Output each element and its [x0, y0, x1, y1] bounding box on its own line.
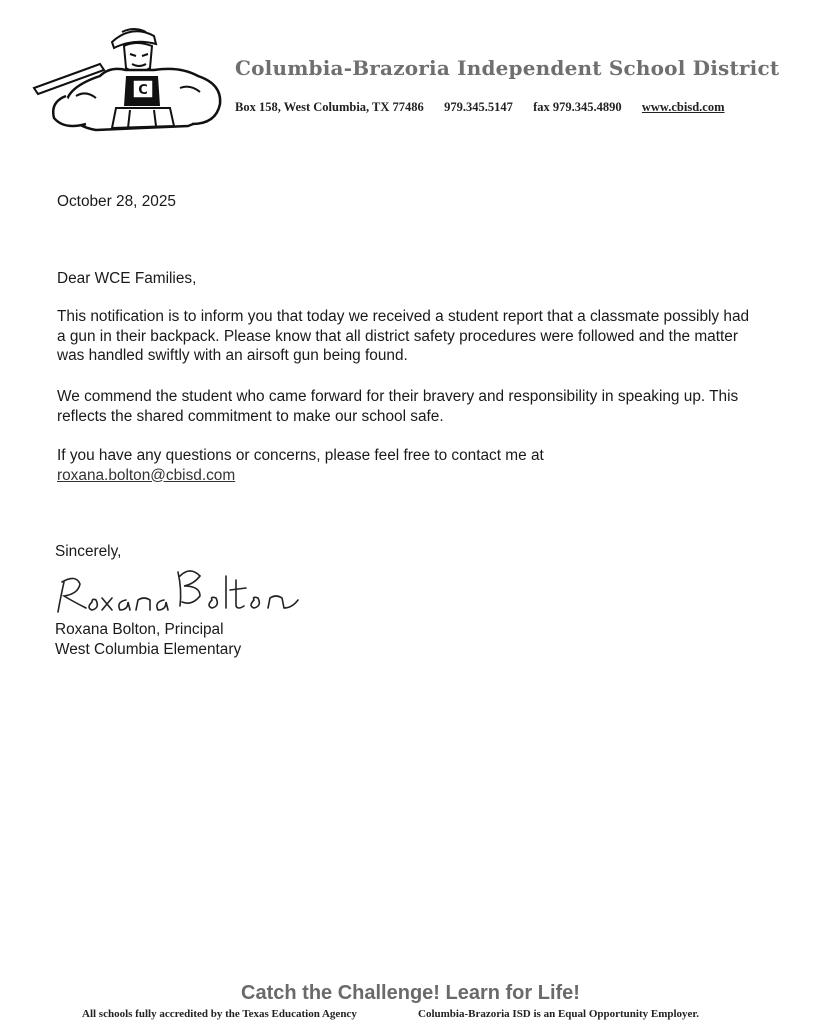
svg-text:C: C: [138, 83, 148, 98]
district-mascot-logo: [30, 26, 226, 132]
contact-sentence: If you have any questions or concerns, please feel free to contact me at: [57, 447, 544, 464]
letter-paragraph-3: [57, 446, 757, 485]
footer-equal-opportunity: Columbia-Brazoria ISD is an Equal Opportunity Employer.: [418, 1008, 700, 1020]
district-fax: fax 979.345.4890: [533, 100, 622, 114]
district-phone: 979.345.5147: [444, 100, 513, 114]
signer-name-title: Roxana Bolton, Principal: [55, 621, 224, 638]
letter-date: October 28, 2025: [57, 193, 176, 210]
district-name: Columbia-Brazoria Independent School District: [235, 56, 780, 80]
district-contact-line: [235, 100, 725, 115]
district-address: Box 158, West Columbia, TX 77486: [235, 100, 424, 114]
letter-paragraph-2: We commend the student who came forward for their bravery and responsibility in speaking up. This reflects the shared commitment to make our school safe.: [57, 388, 739, 425]
letter-closing: Sincerely,: [55, 543, 122, 560]
district-website-link[interactable]: www.cbisd.com: [641, 100, 725, 114]
footer-tagline: Catch the Challenge! Learn for Life!: [241, 982, 580, 1004]
letter-paragraph-1: This notification is to inform you that today we received a student report that a classmate possibly had a gun in their backpack. Please know that all district safety procedures were followed and the matter was handled swiftly with an airsoft gun being found.: [57, 308, 750, 365]
signer-school: West Columbia Elementary: [55, 641, 242, 658]
letter-greeting: Dear WCE Families,: [57, 270, 197, 287]
footer-accreditation: All schools fully accredited by the Texas Education Agency: [82, 1008, 357, 1020]
principal-email-link[interactable]: roxana.bolton@cbisd.com: [57, 466, 236, 484]
handwritten-signature: [40, 562, 330, 622]
